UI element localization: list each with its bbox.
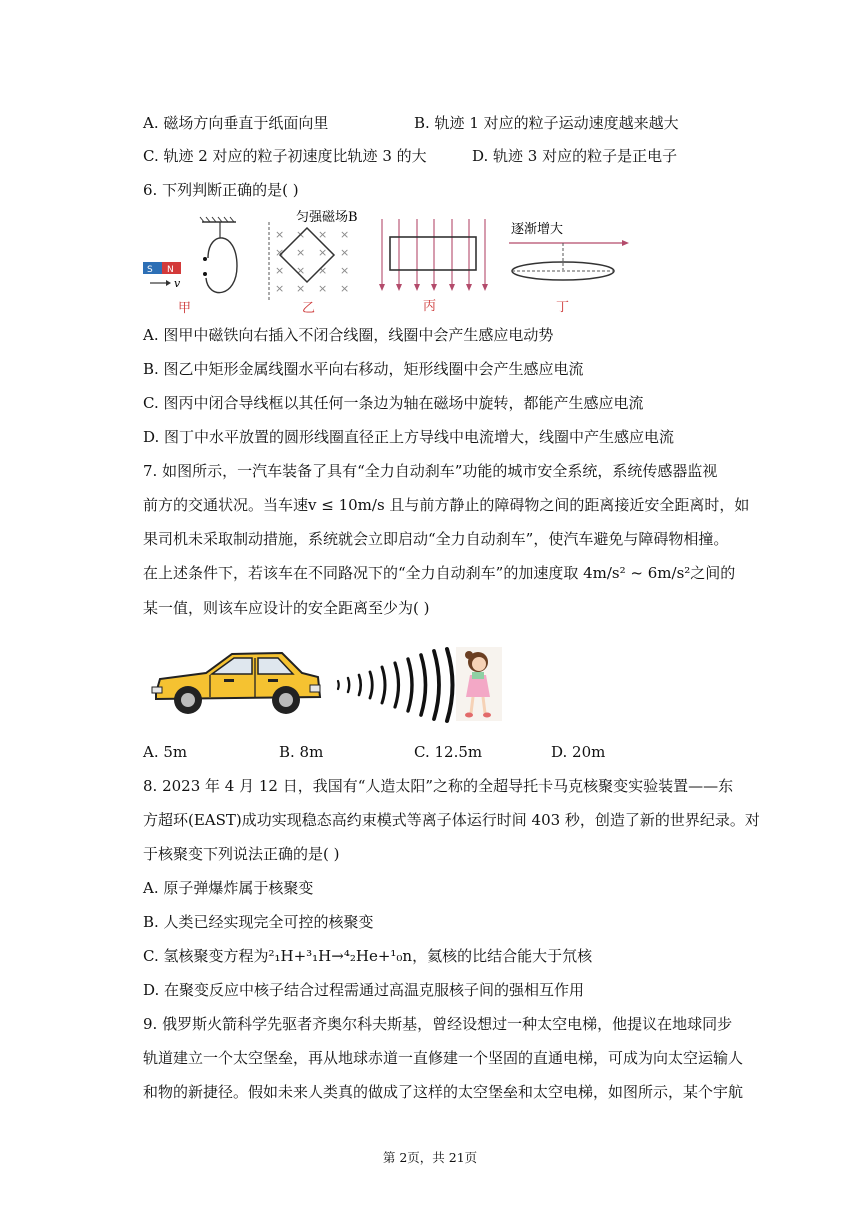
- q6-option-a: A. 图甲中磁铁向右插入不闭合线圈，线圈中会产生感应电动势: [143, 326, 554, 344]
- figure-yi-label: 乙: [302, 301, 316, 314]
- q8-option-c: C. 氢核聚变方程为²₁H+³₁H→⁴₂He+¹₀n，氦核的比结合能大于氘核: [143, 947, 593, 965]
- q9-line-2: 轨道建立一个太空堡垒，再从地球赤道一直修建一个坚固的直通电梯，可成为向太空运输人: [143, 1049, 744, 1067]
- q6-option-c: C. 图丙中闭合导线框以其任何一条边为轴在磁场中旋转，都能产生感应电流: [143, 394, 644, 412]
- q7-option-b: B. 8m: [279, 743, 324, 761]
- figure-bing: [372, 214, 492, 314]
- q6-option-d: D. 图丁中水平放置的圆形线圈直径正上方导线中电流增大，线圈中产生感应电流: [143, 428, 675, 446]
- figure-jia-label: 甲: [178, 301, 192, 314]
- car-sensor-illustration: [150, 645, 510, 725]
- q7-option-d: D. 20m: [551, 743, 606, 761]
- svg-text:×: ×: [296, 228, 306, 241]
- svg-text:×: ×: [318, 282, 328, 295]
- q9-line-1: 9. 俄罗斯火箭科学先驱者齐奥尔科夫斯基，曾经设想过一种太空电梯，他提议在地球同步: [143, 1015, 733, 1033]
- q8-option-a: A. 原子弹爆炸属于核聚变: [143, 879, 314, 897]
- figure-ding-label: 丁: [556, 300, 570, 314]
- field-label: 匀强磁场B: [296, 210, 358, 225]
- figure-yi: [266, 208, 366, 314]
- magnet-s-label: S: [147, 265, 153, 275]
- svg-text:×: ×: [296, 246, 306, 259]
- svg-text:×: ×: [275, 228, 285, 241]
- svg-text:×: ×: [275, 264, 285, 277]
- svg-text:×: ×: [340, 246, 350, 259]
- q7-line-1: 7. 如图所示，一汽车装备了具有“全力自动刹车”功能的城市安全系统，系统传感器监视: [143, 462, 718, 480]
- magnet-n-label: N: [167, 265, 174, 275]
- q8-line-1: 8. 2023 年 4 月 12 日，我国有“人造太阳”之称的全超导托卡马克核聚变实验装置——东: [143, 777, 734, 795]
- q7-line-2: 前方的交通状况。当车速v ≤ 10m/s 且与前方静止的障碍物之间的距离接近安全距离时，如: [143, 496, 750, 514]
- svg-text:×: ×: [296, 264, 306, 277]
- svg-text:×: ×: [340, 228, 350, 241]
- q9-line-3: 和物的新捷径。假如未来人类真的做成了这样的太空堡垒和太空电梯，如图所示，某个宇航: [143, 1083, 744, 1101]
- q7-line-3: 果司机未采取制动措施，系统就会立即启动“全力自动刹车”，使汽车避免与障碍物相撞。: [143, 530, 729, 548]
- q7-line-4: 在上述条件下，若该车在不同路况下的“全力自动刹车”的加速度取 4m/s² ~ 6m/s²之间的: [143, 564, 736, 582]
- q5-option-d: D. 轨迹 3 对应的粒子是正电子: [472, 147, 678, 165]
- increase-label: 逐渐增大: [511, 222, 564, 237]
- q5-option-c: C. 轨迹 2 对应的粒子初速度比轨迹 3 的大: [143, 147, 427, 165]
- q5-option-b: B. 轨迹 1 对应的粒子运动速度越来越大: [414, 114, 679, 132]
- svg-text:×: ×: [318, 246, 328, 259]
- q7-option-c: C. 12.5m: [414, 743, 483, 761]
- svg-text:×: ×: [275, 282, 285, 295]
- svg-text:×: ×: [296, 282, 306, 295]
- svg-text:×: ×: [340, 264, 350, 277]
- figure-bing-label: 丙: [423, 299, 437, 314]
- q7-option-a: A. 5m: [143, 743, 188, 761]
- q6-stem: 6. 下列判断正确的是( ): [143, 181, 299, 199]
- figure-jia: [140, 216, 250, 314]
- q8-line-3: 于核聚变下列说法正确的是( ): [143, 845, 340, 863]
- svg-text:×: ×: [275, 246, 285, 259]
- q8-line-2: 方超环(EAST)成功实现稳态高约束模式等离子体运行时间 403 秒，创造了新的世界纪录。对: [143, 811, 760, 829]
- q8-option-d: D. 在聚变反应中核子结合过程需通过高温克服核子间的强相互作用: [143, 981, 585, 999]
- svg-text:×: ×: [318, 228, 328, 241]
- svg-text:×: ×: [340, 282, 350, 295]
- page-footer: 第 2页，共 21页: [382, 1150, 478, 1165]
- velocity-label: v: [174, 277, 181, 290]
- figure-ding: [505, 216, 630, 314]
- q7-line-5: 某一值，则该车应设计的安全距离至少为( ): [143, 599, 430, 617]
- q5-option-a: A. 磁场方向垂直于纸面向里: [143, 114, 329, 132]
- q6-option-b: B. 图乙中矩形金属线圈水平向右移动，矩形线圈中会产生感应电流: [143, 360, 584, 378]
- svg-text:×: ×: [318, 264, 328, 277]
- q8-option-b: B. 人类已经实现完全可控的核聚变: [143, 913, 374, 931]
